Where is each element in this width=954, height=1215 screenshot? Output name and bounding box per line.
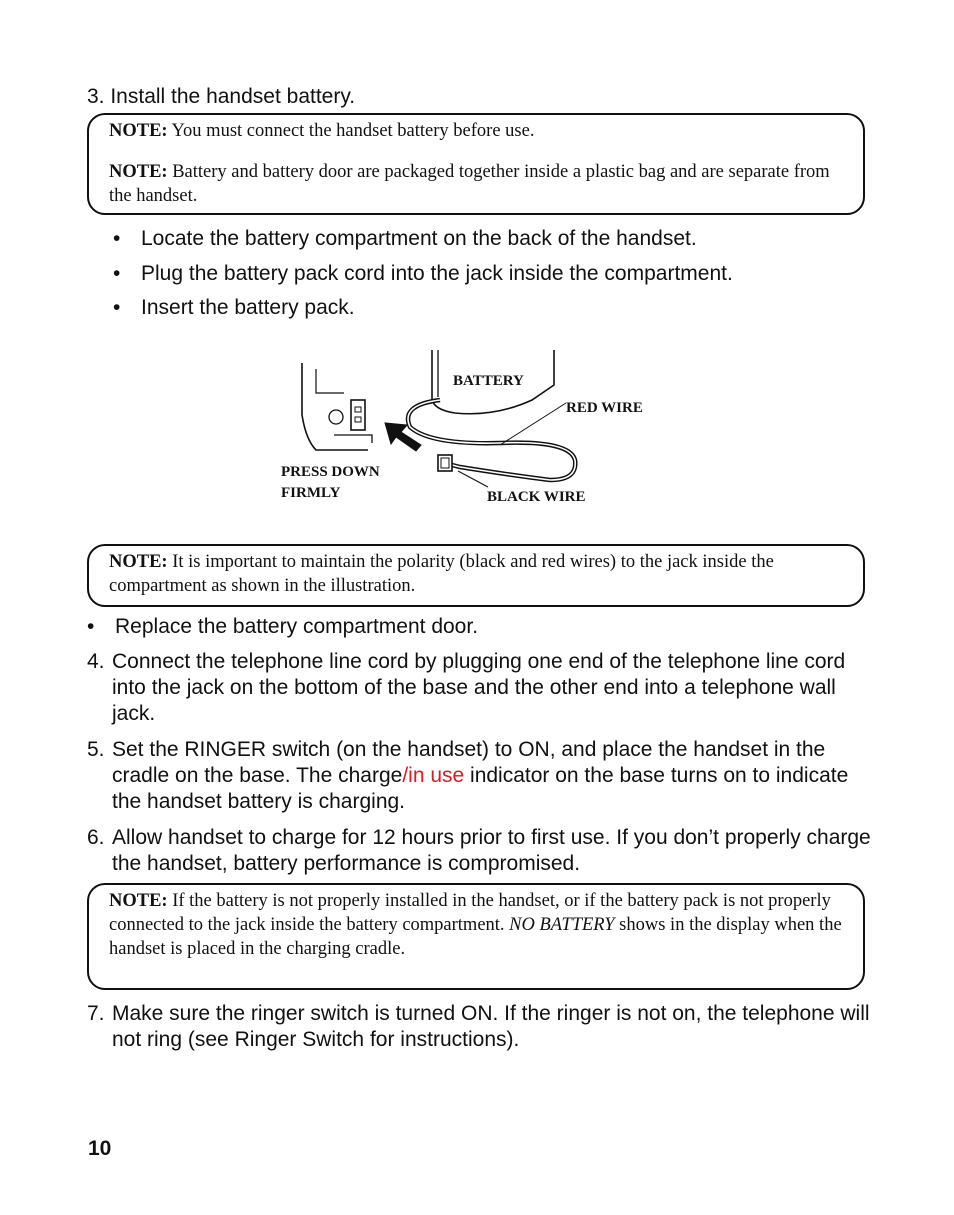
step-number: 6.: [87, 826, 105, 849]
wire-connector-icon: [438, 455, 452, 471]
red-wire-label: RED WIRE: [566, 400, 643, 416]
note-box-3: [87, 883, 865, 990]
bullet-icon: •: [113, 262, 121, 285]
battery-label: BATTERY: [453, 373, 524, 389]
note-label: NOTE:: [109, 891, 168, 911]
in-use-highlight: /in use: [402, 764, 465, 787]
step-text: Connect the telephone line cord by plugging one end of the telephone line cord into the jack on the bottom of the base and the other end into a telephone wall jack.: [112, 650, 846, 725]
note-label: NOTE:: [109, 162, 168, 182]
bullet-text: Plug the battery pack cord into the jack inside the compartment.: [141, 262, 733, 285]
step-text: Allow handset to charge for 12 hours prior to first use. If you don’t properly charge the handset, battery performance is compromised.: [112, 826, 871, 875]
black-wire-label: BLACK WIRE: [487, 489, 586, 505]
battery-installation-diagram: [270, 345, 680, 515]
step-4: [87, 649, 877, 729]
page-number: 10: [88, 1137, 112, 1160]
step-number: 4.: [87, 650, 105, 673]
note-label: NOTE:: [109, 552, 168, 572]
press-arrow-icon: [385, 423, 421, 451]
jack-icon: [351, 400, 365, 430]
step-text: [112, 737, 872, 815]
bullet-icon: •: [113, 296, 121, 319]
jack-bracket: [334, 435, 372, 443]
bullet-text: Replace the battery compartment door.: [115, 615, 479, 638]
compartment-inner-line: [316, 369, 344, 393]
step-text-part: Set the RINGER switch (on the handset) to ON, and place the handset in the cradle on the base. The charge: [112, 738, 826, 787]
step-text-part: indicator on the base turns on to indicate the handset battery is charging.: [112, 764, 849, 813]
bullet-text: Locate the battery compartment on the back of the handset.: [141, 227, 697, 250]
step-number: 5.: [87, 738, 105, 761]
press-down-label: PRESS DOWN: [281, 464, 380, 480]
press-down-label-2: FIRMLY: [281, 485, 341, 501]
note-text: Battery and battery door are packaged together inside a plastic bag and are separate from the handset.: [109, 162, 830, 206]
note-text: You must connect the handset battery before use.: [171, 121, 535, 141]
no-battery-display-text: NO BATTERY: [509, 915, 615, 935]
note-box-1: [87, 113, 865, 215]
bullet-icon: •: [87, 615, 95, 638]
note-label: NOTE:: [109, 121, 168, 141]
black-wire-leader: [458, 471, 488, 487]
step-6: [87, 825, 877, 879]
step-7: [87, 1001, 877, 1055]
note-box-2: [87, 544, 865, 607]
step-3-heading: 3. Install the handset battery.: [87, 85, 356, 108]
note-text: If the battery is not properly installed in the handset, or if the battery pack is not properly connected to the jack inside the battery compartment.: [109, 891, 831, 935]
note-text: shows in the display when the handset is placed in the charging cradle.: [109, 915, 842, 959]
step-text: Make sure the ringer switch is turned ON. If the ringer is not on, the telephone will not ring (see Ringer Switch for instructions).: [112, 1002, 870, 1051]
screw-hole-icon: [329, 410, 343, 424]
bullet-icon: •: [113, 227, 121, 250]
step-5: [87, 737, 877, 817]
bullet-text: Insert the battery pack.: [141, 296, 355, 319]
red-wire-leader: [500, 403, 566, 445]
step-number: 7.: [87, 1002, 105, 1025]
note-text: It is important to maintain the polarity (black and red wires) to the jack inside the compartment as shown in the illustration.: [109, 552, 774, 596]
